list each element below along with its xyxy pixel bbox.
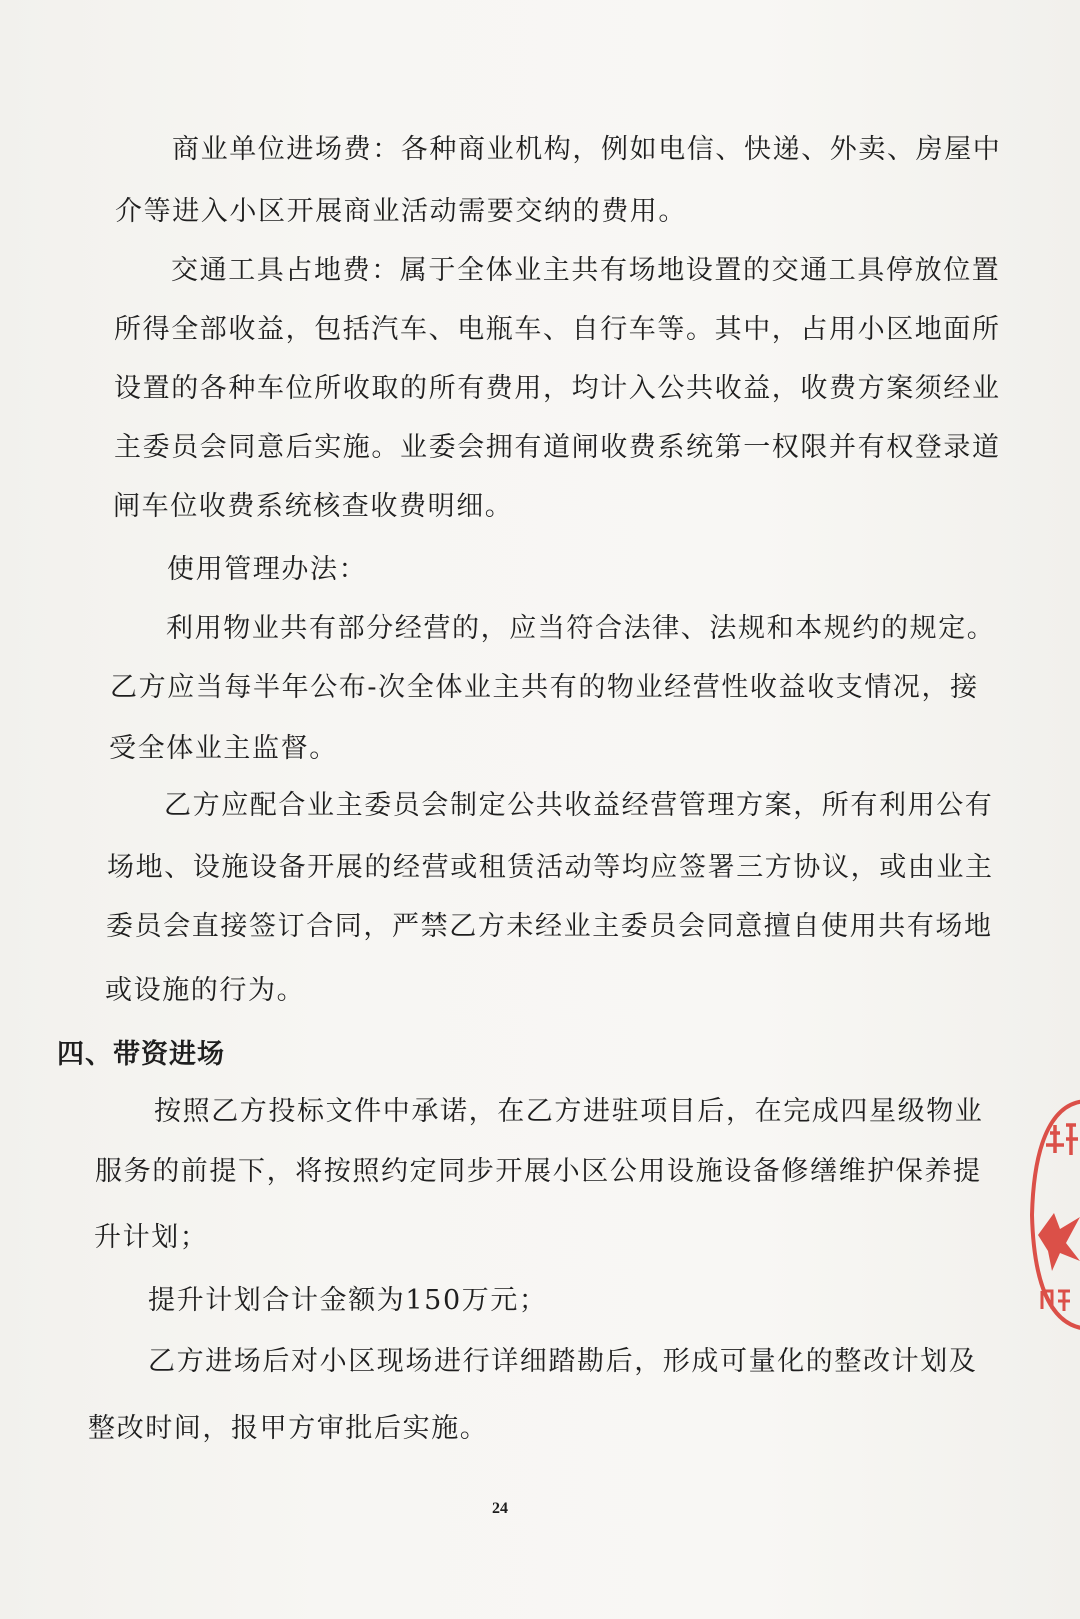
text-line: 提升计划合计金额为150万元； [148,1285,548,1316]
text-line: 乙方应配合业主委员会制定公共收益经营管理方案，所有利用公有 [164,790,994,821]
text-line: 介等进入小区开展商业活动需要交纳的费用。 [115,196,687,227]
text-line: 使用管理办法： [167,554,368,585]
page-number: 24 [492,1500,508,1517]
text-line: 闸车位收费系统核查收费明细。 [113,491,514,522]
text-line: 设置的各种车位所收取的所有费用，均计入公共收益，收费方案须经业 [114,373,1001,404]
text-line: 场地、设施设备开展的经营或租赁活动等均应签署三方协议，或由业主 [107,852,994,883]
text-line: 或设施的行为。 [105,975,306,1006]
text-line: 所得全部收益，包括汽车、电瓶车、自行车等。其中，占用小区地面所 [114,314,1001,345]
text-line: 按照乙方投标文件中承诺，在乙方进驻项目后，在完成四星级物业 [154,1096,984,1127]
text-line: 商业单位进场费：各种商业机构，例如电信、快递、外卖、房屋中 [172,134,1002,165]
text-line: 交通工具占地费：属于全体业主共有场地设置的交通工具停放位置 [171,255,1001,286]
text-line: 升计划； [94,1222,209,1253]
text-line: 受全体业主监督。 [109,733,338,764]
text-line: 主委员会同意后实施。业委会拥有道闸收费系统第一权限并有权登录道 [114,432,1001,463]
text-line: 乙方进场后对小区现场进行详细踏勘后，形成可量化的整改计划及 [148,1346,978,1377]
text-line: 委员会直接签订合同，严禁乙方未经业主委员会同意擅自使用共有场地 [106,911,993,942]
red-seal-stamp-icon [1026,1095,1080,1335]
section-heading: 四、带资进场 [57,1039,225,1070]
text-line: 利用物业共有部分经营的，应当符合法律、法规和本规约的规定。 [166,613,996,644]
text-line: 整改时间，报甲方审批后实施。 [88,1413,489,1444]
text-line: 服务的前提下，将按照约定同步开展小区公用设施设备修缮维护保养提 [95,1156,982,1187]
text-line: 乙方应当每半年公布-次全体业主共有的物业经营性收益收支情况，接 [110,672,979,703]
